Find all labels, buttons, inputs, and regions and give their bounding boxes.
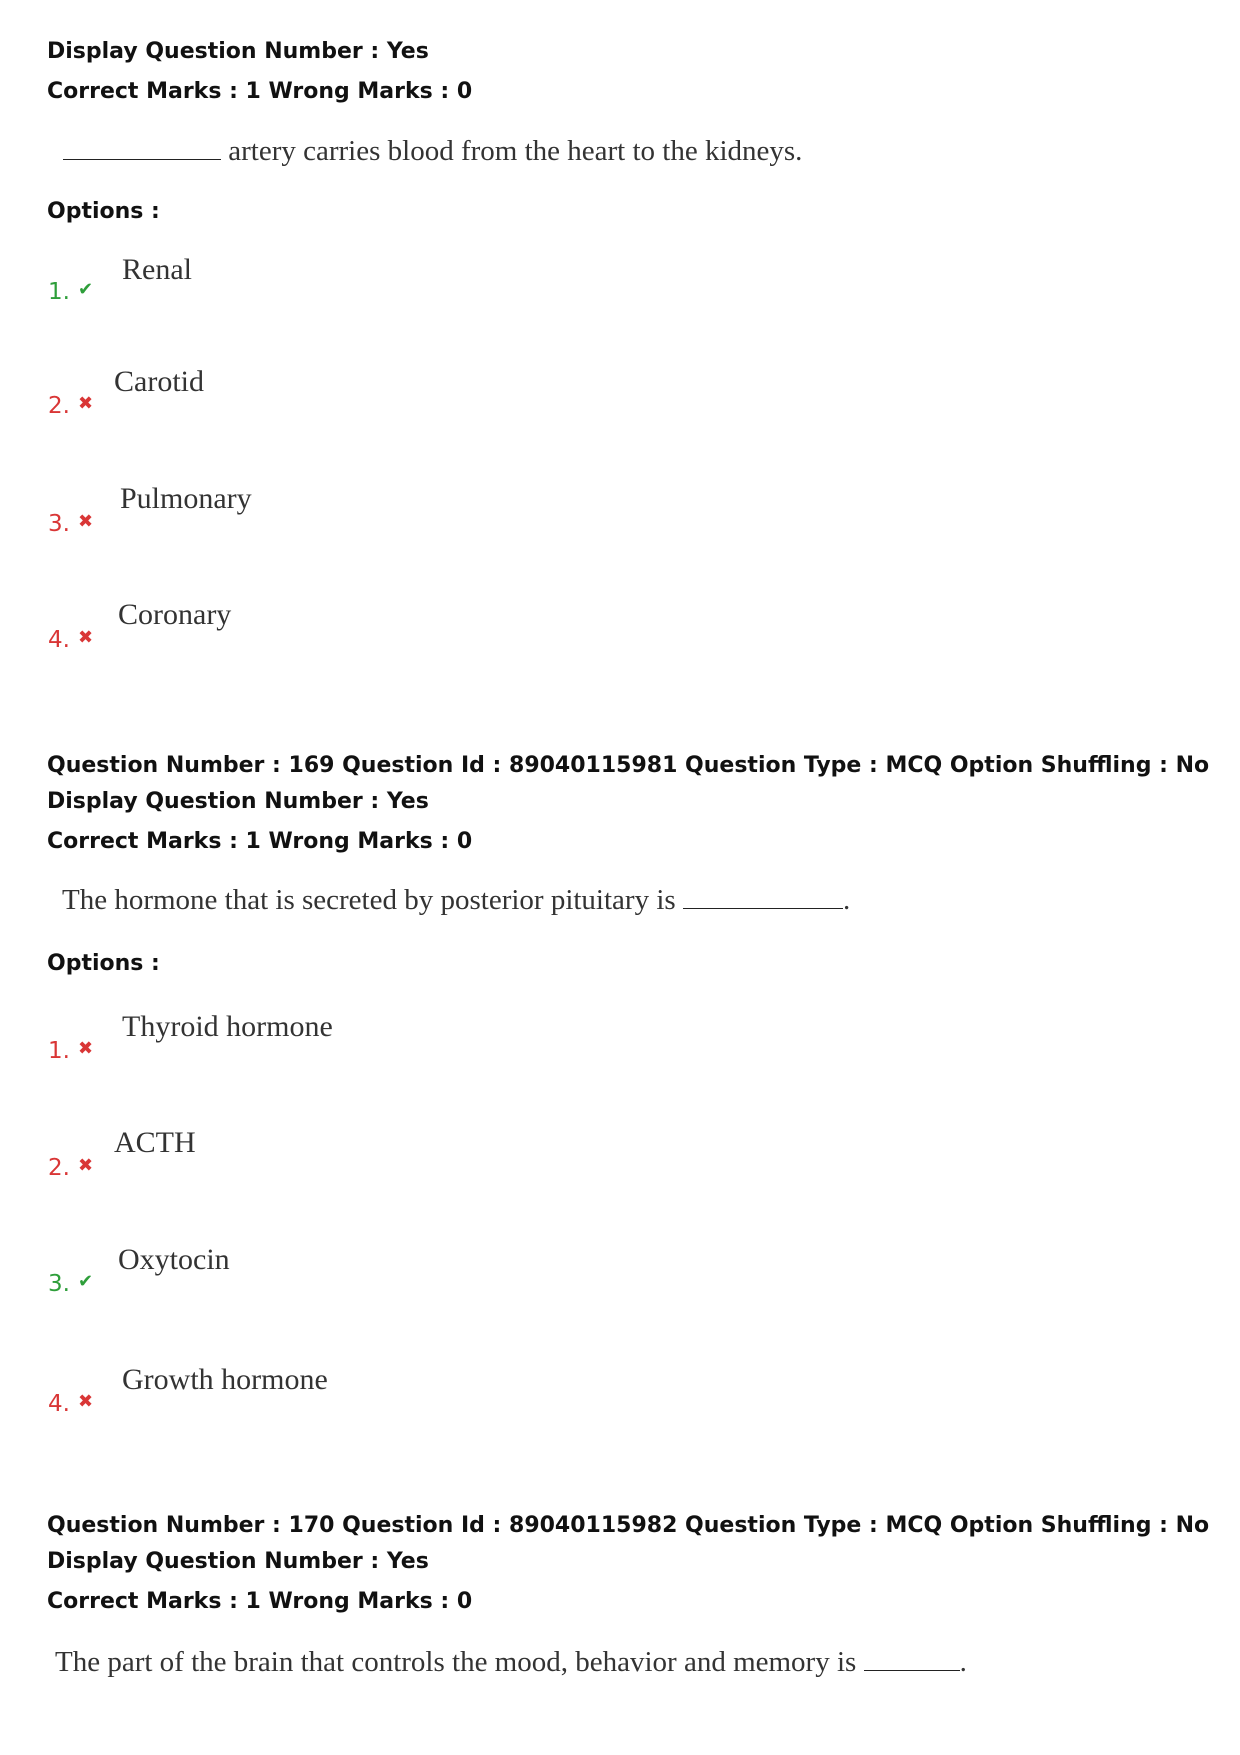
q169-option-1-number: 1. ✖ <box>48 1038 94 1064</box>
q170-stem-text: The part of the brain that controls the mood, behavior and memory is <box>55 1646 857 1678</box>
q168-option-4-text: Coronary <box>118 598 232 631</box>
q169-options-label: Options : <box>47 951 160 976</box>
check-icon: ✔ <box>77 1271 94 1292</box>
q169-option-4-number: 4. ✖ <box>48 1391 94 1417</box>
q169-question-stem: The hormone that is secreted by posterior pituitary is . <box>62 884 851 916</box>
q168-display-question-number: Display Question Number : Yes <box>47 39 429 64</box>
q169-option-1-text: Thyroid hormone <box>122 1010 333 1043</box>
q170-display-question-number: Display Question Number : Yes <box>47 1549 429 1574</box>
cross-icon: ✖ <box>77 393 94 414</box>
q168-question-stem <box>63 134 802 168</box>
cross-icon: ✖ <box>77 627 94 648</box>
q170-header: Question Number : 170 Question Id : 89040115982 Question Type : MCQ Option Shuffling : No <box>47 1513 1210 1538</box>
q169-option-4-text: Growth hormone <box>122 1363 328 1396</box>
q169-option-2-number: 2. ✖ <box>48 1155 94 1181</box>
q168-option-3-number: 3. ✖ <box>48 511 94 537</box>
q168-option-1-text: Renal <box>122 253 192 286</box>
cross-icon: ✖ <box>77 1155 94 1176</box>
cross-icon: ✖ <box>77 511 94 532</box>
q170-question-stem: The part of the brain that controls the mood, behavior and memory is . <box>55 1646 967 1678</box>
q169-marks: Correct Marks : 1 Wrong Marks : 0 <box>47 829 473 854</box>
q168-options-label: Options : <box>47 199 160 224</box>
q169-header: Question Number : 169 Question Id : 89040115981 Question Type : MCQ Option Shuffling : No <box>47 753 1210 778</box>
q168-option-4-number: 4. ✖ <box>48 627 94 653</box>
answer-blank <box>683 907 843 909</box>
q169-option-3-text: Oxytocin <box>118 1243 230 1276</box>
q169-stem-text: The hormone that is secreted by posterior pituitary is <box>62 884 676 916</box>
q168-option-2-text: Carotid <box>114 365 204 398</box>
q169-display-question-number: Display Question Number : Yes <box>47 789 429 814</box>
q170-marks: Correct Marks : 1 Wrong Marks : 0 <box>47 1589 473 1614</box>
cross-icon: ✖ <box>77 1391 94 1412</box>
answer-blank <box>63 158 221 160</box>
q168-marks: Correct Marks : 1 Wrong Marks : 0 <box>47 79 473 104</box>
q168-stem-text: artery carries blood from the heart to the kidneys. <box>228 135 803 167</box>
q168-option-2-number: 2. ✖ <box>48 393 94 419</box>
check-icon: ✔ <box>77 279 94 300</box>
answer-blank <box>864 1669 960 1671</box>
q169-option-2-text: ACTH <box>114 1126 196 1159</box>
q168-option-3-text: Pulmonary <box>120 482 252 515</box>
q169-option-3-number: 3. ✔ <box>48 1271 94 1297</box>
q168-option-1-number: 1. ✔ <box>48 279 94 305</box>
cross-icon: ✖ <box>77 1038 94 1059</box>
